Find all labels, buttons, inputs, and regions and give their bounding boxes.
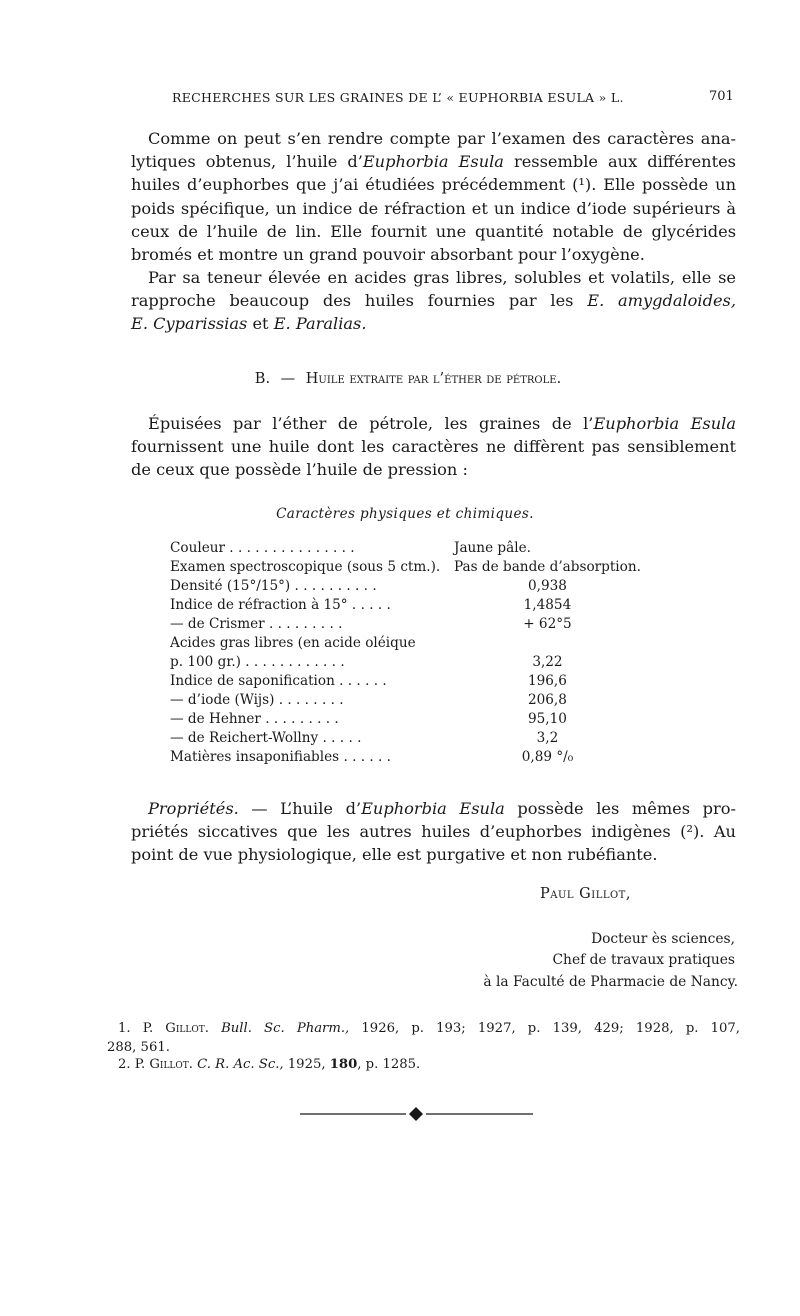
species-name: Euphorbia Esula: [361, 799, 505, 818]
species-name: E. Cyparissias: [131, 314, 248, 334]
section-dash: —: [280, 371, 296, 387]
diamond-icon: [409, 1107, 423, 1121]
text-line: priétés siccatives que les autres huiles d’euphorbes indigènes (²). Au: [131, 822, 736, 842]
properties-table: [170, 539, 641, 767]
property-label: Indice de saponification . . . . . .: [170, 673, 387, 689]
property-value: 0,938: [527, 578, 567, 594]
section-letter: B.: [254, 371, 271, 387]
species-name: E. Paralias.: [273, 314, 367, 334]
text-line: ceux de l’huile de lin. Elle fournit une quantité notable de glycérides: [131, 221, 736, 241]
text-span: 1926, p. 193; 1927, p. 139, 429; 1928, p. 107,: [349, 1021, 740, 1036]
table-row: [170, 596, 641, 615]
end-ornament: [300, 1103, 533, 1125]
table-row: [170, 634, 641, 653]
footnote-line: [118, 1020, 740, 1039]
property-value: [448, 634, 641, 653]
property-value: 3,22: [532, 654, 563, 670]
text-line: poids spécifique, un indice de réfraction et un indice d’iode supérieurs à: [131, 198, 736, 218]
footnote-line: [118, 1056, 740, 1075]
species-name: Euphorbia Esula: [362, 152, 504, 172]
property-label: Matières insaponifiables . . . . . .: [170, 749, 391, 765]
text-line: [131, 150, 736, 173]
author-position: Chef de travaux pratiques: [552, 952, 735, 968]
text-span: , p. 1285.: [357, 1057, 421, 1072]
text-span: rapproche beaucoup des huiles fournies par les: [131, 291, 588, 311]
property-value: 196,6: [527, 673, 567, 689]
property-value: + 62°5: [523, 616, 572, 632]
text-line: bromés et montre un grand pouvoir absorbant pour l’oxygène.: [131, 245, 645, 265]
property-label: p. 100 gr.) . . . . . . . . . . . .: [170, 654, 345, 670]
property-label: Densité (15°/15°) . . . . . . . . . .: [170, 578, 377, 594]
table-row: [170, 615, 641, 634]
text-span: Épuisées par l’éther de pétrole, les graines de l’: [148, 414, 594, 433]
text-line: [131, 289, 736, 312]
table-row: [170, 672, 641, 691]
text-line: [131, 412, 736, 435]
text-line: fournissent une huile dont les caractères ne diffèrent pas sensiblement: [131, 437, 736, 457]
table-row: [170, 653, 641, 672]
text-line: [131, 312, 736, 335]
property-label: Examen spectroscopique (sous 5 ctm.).: [170, 559, 441, 575]
species-name: Euphorbia Esula: [593, 414, 736, 433]
text-span: lytiques obtenus, l’huile d’: [131, 152, 363, 172]
property-value: 3,2: [536, 730, 559, 746]
property-label: — de Hehner . . . . . . . . .: [170, 711, 339, 727]
property-label: — d’iode (Wijs) . . . . . . . .: [170, 692, 344, 708]
footnote-author: 2. P. Gillot.: [118, 1057, 198, 1072]
property-label: Couleur . . . . . . . . . . . . . . .: [170, 540, 355, 556]
property-value: Jaune pâle.: [454, 540, 531, 556]
text-span: ressemble aux différentes: [503, 152, 736, 172]
table-row: [170, 748, 641, 767]
author-name: Paul Gillot,: [540, 886, 631, 902]
property-label: — de Crismer . . . . . . . . .: [170, 616, 343, 632]
property-value: 0,89 °/₀: [521, 749, 574, 765]
text-line: de ceux que possède l’huile de pression :: [131, 460, 468, 480]
table-row: [170, 577, 641, 596]
table-row: [170, 539, 641, 558]
property-value: 206,8: [527, 692, 567, 708]
property-label: Acides gras libres (en acide oléique: [170, 635, 416, 651]
property-value: 1,4854: [523, 597, 572, 613]
text-span: possède les mêmes pro-: [504, 799, 736, 818]
text-span: et: [247, 314, 274, 334]
property-label: Indice de réfraction à 15° . . . . .: [170, 597, 391, 613]
paragraph-comparison: [131, 266, 736, 336]
species-name: E. amygdaloides,: [587, 291, 736, 311]
journal-title: C. R. Ac. Sc.,: [197, 1057, 284, 1072]
section-title: Huile extraite par l’éther de pétrole.: [305, 371, 562, 387]
table-row: [170, 558, 641, 577]
run-in-heading: Propriétés.: [148, 799, 239, 818]
paragraph-petroleum-ether: [131, 412, 736, 482]
paragraph-analysis-summary: [131, 127, 736, 266]
text-line: huiles d’euphorbes que j’ai étudiées précédemment (¹). Elle possède un: [131, 175, 736, 195]
paragraph-properties: [131, 797, 736, 867]
journal-title: Bull. Sc. Pharm.,: [221, 1021, 350, 1036]
text-line: Par sa teneur élevée en acides gras libres, solubles et volatils, elle se: [148, 268, 736, 287]
text-line: Comme on peut s’en rendre compte par l’examen des caractères ana-: [148, 129, 736, 148]
text-line: [131, 797, 736, 820]
footnote-2: [118, 1056, 740, 1075]
author-affiliation: à la Faculté de Pharmacie de Nancy.: [483, 974, 738, 990]
author-degree: Docteur ès sciences,: [591, 931, 735, 947]
footnote-line: 288, 561.: [107, 1039, 170, 1055]
property-value: 95,10: [527, 711, 567, 727]
table-row: [170, 729, 641, 748]
property-value: Pas de bande d’absorption.: [454, 559, 641, 575]
running-title: RECHERCHES SUR LES GRAINES DE L’ « EUPHORBIA ESULA » L.: [172, 90, 624, 105]
property-label: — de Reichert-Wollny . . . . .: [170, 730, 362, 746]
volume-number: 180: [329, 1057, 358, 1072]
table-row: [170, 691, 641, 710]
footnote-author: 1. P. Gillot.: [118, 1021, 222, 1036]
page-number: 701: [709, 89, 734, 104]
text-line: point de vue physiologique, elle est purgative et non rubéfiante.: [131, 845, 658, 865]
text-span: — L’huile d’: [238, 799, 362, 818]
text-span: 1925,: [283, 1057, 330, 1072]
table-title: Caractères physiques et chimiques.: [276, 506, 534, 522]
section-heading-b: [0, 371, 800, 387]
table-row: [170, 710, 641, 729]
footnote-1: [107, 1020, 740, 1057]
